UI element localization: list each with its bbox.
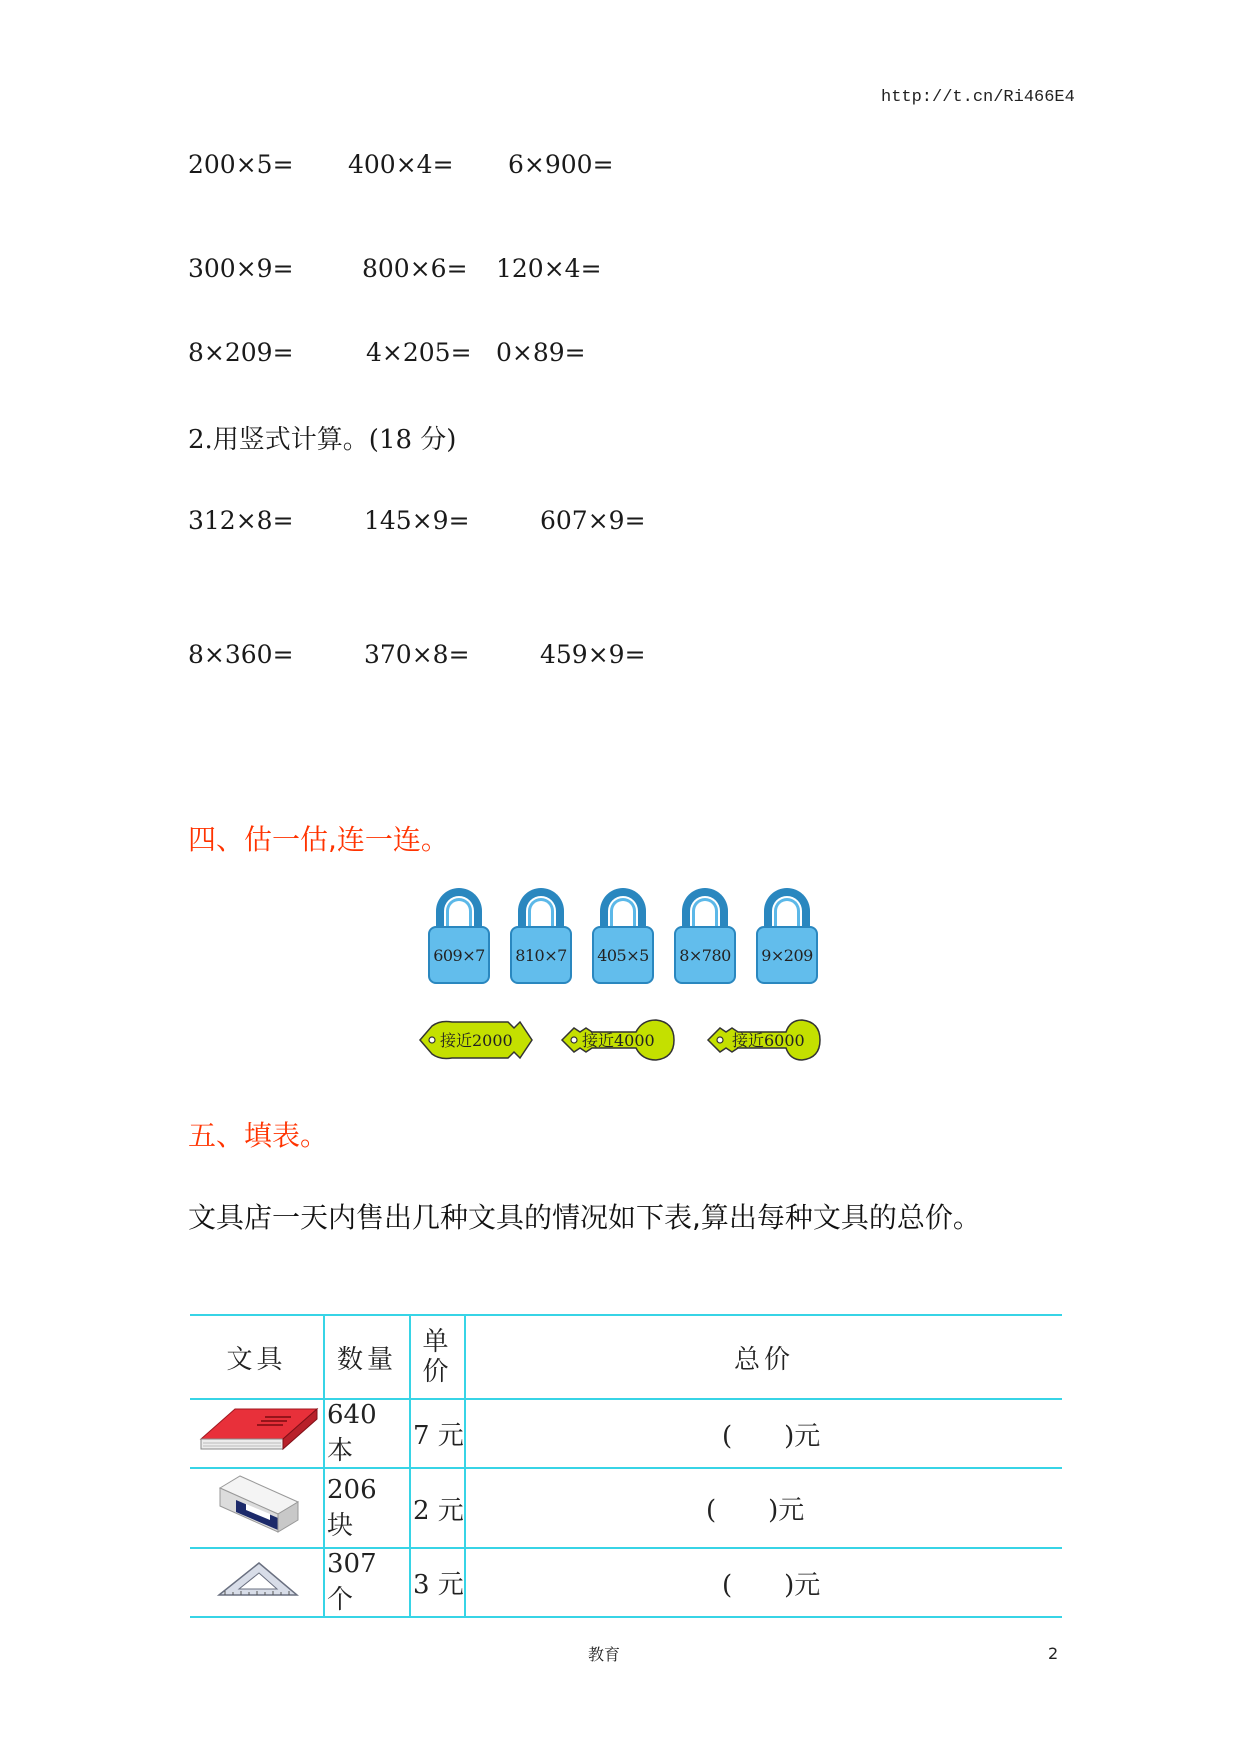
book-icon <box>195 1405 319 1455</box>
table-row <box>190 1399 1062 1468</box>
table-header-row <box>190 1315 1062 1399</box>
table-row <box>190 1468 1062 1548</box>
lock-609x7[interactable] <box>428 888 490 988</box>
qty-cell: 640 本 <box>324 1399 410 1468</box>
header-url: http://t.cn/Ri466E4 <box>881 88 1075 107</box>
section-5-title: 五、填表。 <box>188 1119 329 1152</box>
header-qty: 数量 <box>324 1315 410 1399</box>
lock-label: 9×209 <box>761 945 813 965</box>
triangle-ruler-icon <box>215 1559 299 1599</box>
table-row <box>190 1548 1062 1617</box>
lock-body <box>592 926 654 984</box>
key-6000[interactable] <box>706 1018 822 1062</box>
question-2-title: 2.用竖式计算。(18 分) <box>188 425 457 455</box>
lock-8x780[interactable] <box>674 888 736 988</box>
unit-price-cell: 7 元 <box>410 1399 465 1468</box>
problem: 120×4= <box>496 254 602 283</box>
problem: 145×9= <box>364 506 470 535</box>
problem: 400×4= <box>348 150 454 179</box>
header-item: 文具 <box>190 1315 324 1399</box>
key-label: 接近6000 <box>732 1031 805 1050</box>
header-unit-price <box>410 1315 465 1399</box>
problem: 607×9= <box>540 506 646 535</box>
problem: 800×6= <box>362 254 468 283</box>
problem: 370×8= <box>364 640 470 669</box>
eraser-image <box>190 1468 324 1548</box>
problem: 8×360= <box>188 640 294 669</box>
stationery-table <box>190 1314 1062 1618</box>
qty-cell: 206 块 <box>324 1468 410 1548</box>
lock-405x5[interactable] <box>592 888 654 988</box>
lock-9x209[interactable] <box>756 888 818 988</box>
total-blank: ( )元 <box>706 1495 805 1526</box>
key-4000[interactable] <box>560 1018 676 1062</box>
total-cell[interactable] <box>465 1468 1062 1548</box>
total-blank: ( )元 <box>722 1421 821 1451</box>
total-cell[interactable] <box>465 1548 1062 1617</box>
header-total: 总价 <box>465 1315 1062 1399</box>
key-2000[interactable] <box>418 1018 534 1062</box>
problem: 6×900= <box>508 150 614 179</box>
lock-body <box>510 926 572 984</box>
unit-price-cell: 2 元 <box>410 1468 465 1548</box>
total-blank: ( )元 <box>722 1570 821 1600</box>
problem: 4×205= <box>366 338 472 367</box>
qty-cell: 307 个 <box>324 1548 410 1617</box>
unit-price-cell: 3 元 <box>410 1548 465 1617</box>
problem: 0×89= <box>496 338 586 367</box>
footer-center: 教育 <box>588 1645 621 1664</box>
problem: 8×209= <box>188 338 294 367</box>
lock-label: 405×5 <box>597 945 649 965</box>
problem: 459×9= <box>540 640 646 669</box>
header-unit-b: 价 <box>422 1357 453 1387</box>
problem: 300×9= <box>188 254 294 283</box>
book-image <box>190 1399 324 1468</box>
problem: 312×8= <box>188 506 294 535</box>
lock-body <box>428 926 490 984</box>
key-label: 接近2000 <box>440 1031 513 1050</box>
lock-label: 8×780 <box>679 945 731 965</box>
total-cell[interactable] <box>465 1399 1062 1468</box>
lock-810x7[interactable] <box>510 888 572 988</box>
section-4-title: 四、估一估,连一连。 <box>188 823 449 856</box>
header-unit-a: 单 <box>422 1327 453 1357</box>
lock-label: 609×7 <box>433 945 485 965</box>
key-label: 接近4000 <box>582 1031 655 1050</box>
eraser-icon <box>212 1472 302 1538</box>
lock-body <box>756 926 818 984</box>
lock-body <box>674 926 736 984</box>
lock-label: 810×7 <box>515 945 567 965</box>
problem: 200×5= <box>188 150 294 179</box>
triangle-ruler-image <box>190 1548 324 1617</box>
page-number: 2 <box>1048 1644 1059 1663</box>
section-5-intro: 文具店一天内售出几种文具的情况如下表,算出每种文具的总价。 <box>188 1201 981 1234</box>
